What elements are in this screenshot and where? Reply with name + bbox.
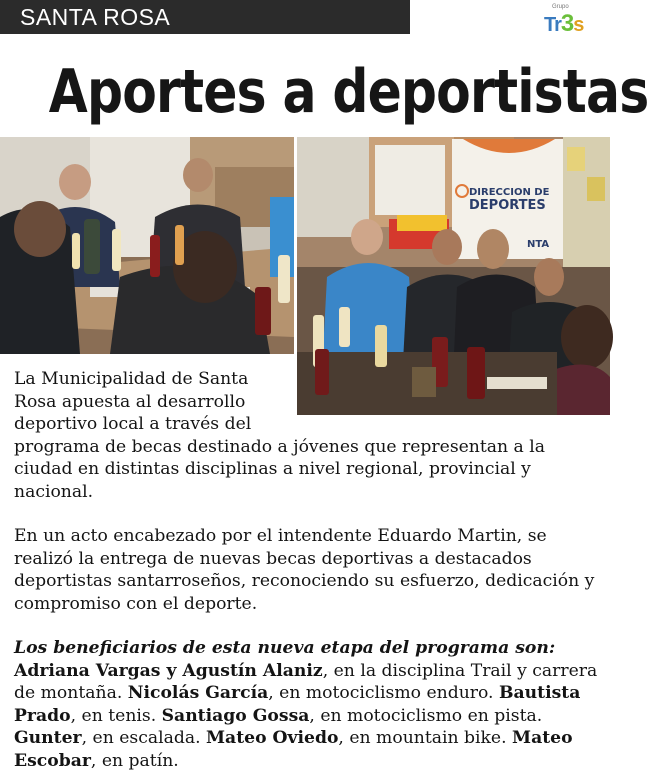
beneficiary-name: Nicolás García	[127, 683, 269, 703]
headline: Aportes a deportistas	[48, 57, 648, 127]
beneficiary-discipline: , en motociclismo enduro.	[268, 683, 499, 703]
logo-wordmark: Tr3s	[544, 10, 584, 37]
sign-text-line2: DEPORTES	[469, 198, 546, 213]
section-label: SANTA ROSA	[0, 0, 410, 34]
article-paragraph-intro: La Municipalidad de Santa Rosa apuesta al desarrollo deportivo local a través del	[14, 369, 252, 434]
sign-text-line1: DIRECCION DE	[469, 187, 550, 198]
beneficiary-name: Santiago Gossa	[161, 705, 310, 726]
beneficiary-discipline: , en escalada.	[81, 728, 207, 748]
beneficiary-discipline: , en patín.	[90, 750, 179, 771]
beneficiary-name: Gunter	[14, 728, 82, 748]
beneficiary-discipline: , en tenis.	[70, 705, 162, 726]
article-body	[14, 368, 600, 772]
beneficiary-name: Mateo Escobar	[14, 728, 573, 771]
publisher-logo	[538, 4, 598, 38]
beneficiary-name: Mateo Oviedo	[206, 728, 339, 748]
beneficiary-discipline: , en motociclismo en pista.	[309, 705, 543, 726]
beneficiary-name: Bautista Prado	[14, 683, 581, 726]
sign-text-partial: NTA	[527, 239, 550, 250]
logo-caption: Grupo	[552, 4, 569, 10]
article-paragraph-beneficiaries	[14, 637, 600, 772]
article-paragraph-intro-continued: programa de becas destinado a jóvenes que representan a la ciudad en distintas disciplinas a nivel regional, provincial y nacional.	[14, 436, 546, 502]
beneficiary-name: Adriana Vargas y Agustín Alaniz	[14, 660, 323, 681]
beneficiary-discipline: , en la disciplina Trail y carrera de montaña.	[14, 660, 598, 703]
beneficiaries-lead: Los beneficiarios de esta nueva etapa del programa son:	[14, 638, 556, 658]
beneficiary-discipline: , en mountain bike.	[338, 728, 513, 748]
article-paragraph-ceremony: En un acto encabezado por el intendente Eduardo Martin, se realizó la entrega de nuevas becas deportivas a destacados deportistas santarroseños, reconociendo su esfuerzo, dedicación y compromiso con el deporte.	[14, 526, 595, 614]
photo-meeting-left	[0, 137, 294, 354]
